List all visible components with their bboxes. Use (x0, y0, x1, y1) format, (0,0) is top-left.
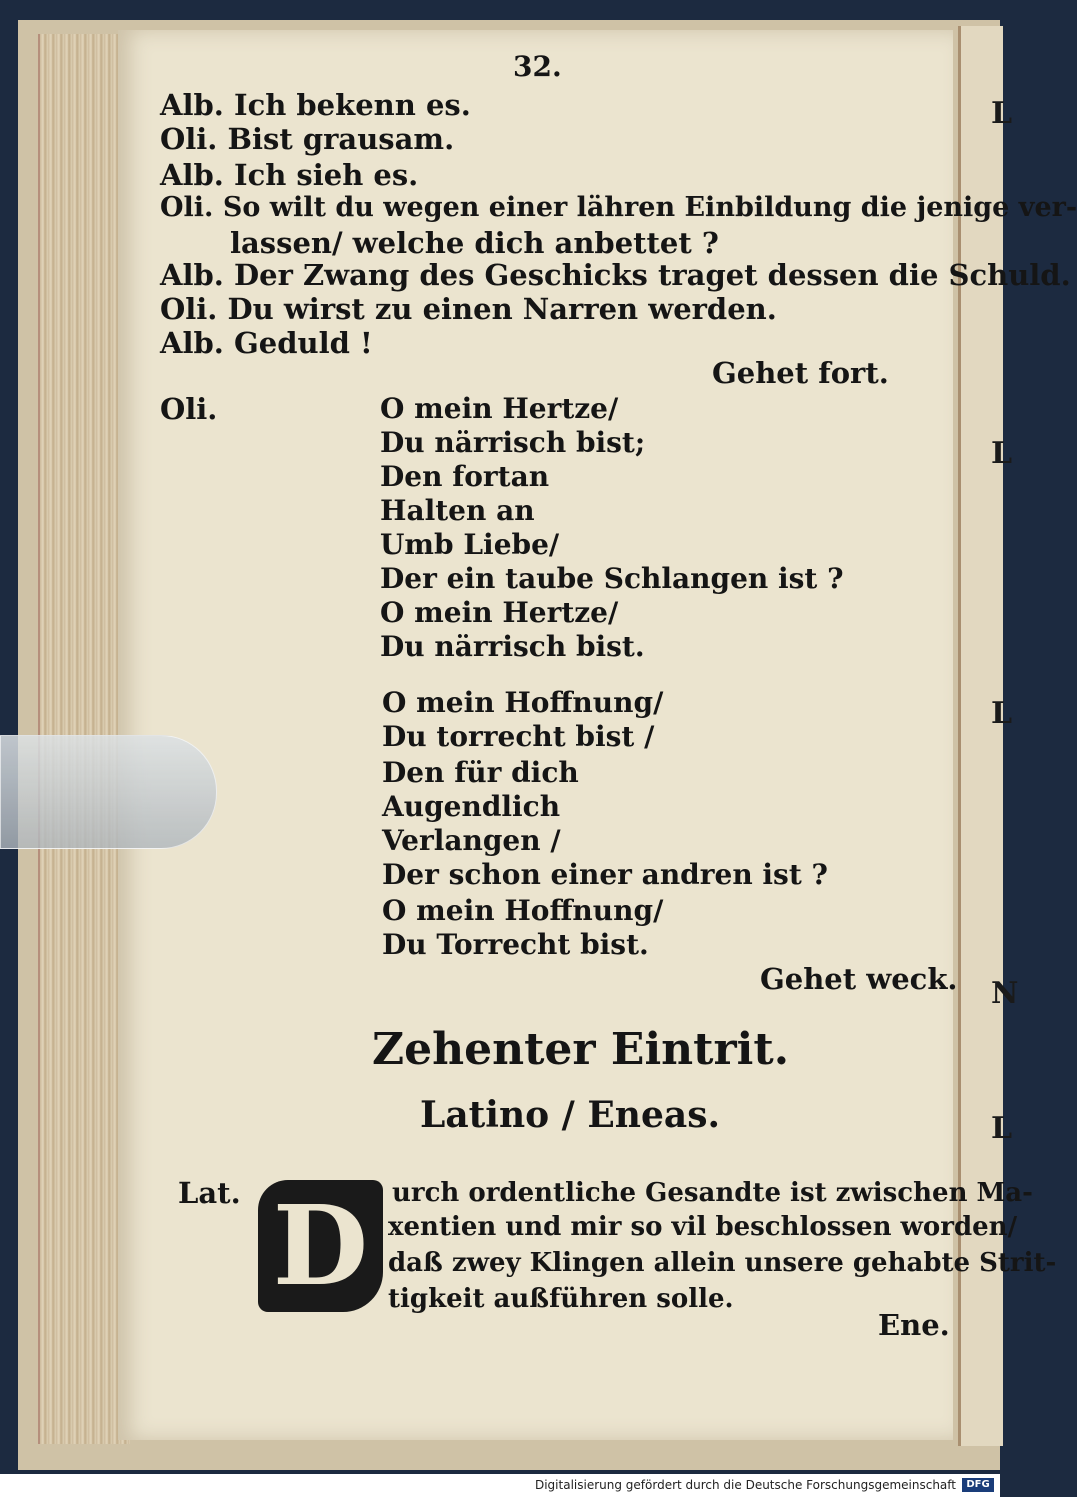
footer-text: Digitalisierung gefördert durch die Deutsche Forschungsgemeinschaft (534, 1478, 956, 1492)
right-page-fragment: L (991, 96, 1013, 131)
verse-line: Der schon einer andren ist ? (382, 858, 828, 891)
dialogue-line: Ich bekenn es. (234, 88, 471, 122)
prose-line: urch ordentliche Gesandte ist zwischen Ma- (392, 1178, 1033, 1208)
right-page-fragment: L (991, 696, 1013, 731)
prose-line: xentien und mir so vil beschlossen worden/ (388, 1212, 1018, 1242)
page-number: 32. (513, 50, 562, 83)
stage-direction: Gehet fort. (712, 356, 889, 390)
right-page-fragment: L (991, 1111, 1013, 1146)
verse-line: Den für dich (382, 756, 579, 789)
dialogue-line: Ich sieh es. (234, 158, 419, 192)
verse-line: Umb Liebe/ (380, 528, 560, 561)
verse-line: Du närrisch bist; (380, 426, 646, 459)
scene-heading: Zehenter Eintrit. (372, 1024, 790, 1075)
speaker: Alb. (160, 326, 224, 360)
verse-line: Du närrisch bist. (380, 630, 645, 663)
prose-line: daß zwey Klingen allein unsere gehabte Strit- (388, 1248, 1057, 1278)
speaker: Oli. (160, 122, 218, 156)
verse-line: Verlangen / (382, 824, 561, 857)
verse-line: Du torrecht bist / (382, 720, 655, 753)
right-page-fragment: N (991, 976, 1019, 1011)
footer-bar (0, 1474, 1000, 1497)
speaker: Alb. (160, 88, 224, 122)
scene-characters: Latino / Eneas. (420, 1094, 720, 1136)
verse-line: O mein Hertze/ (380, 392, 619, 425)
speaker: Alb. (160, 158, 224, 192)
page-clip (0, 735, 217, 849)
verse-line: O mein Hoffnung/ (382, 894, 664, 927)
speaker: Lat. (178, 1176, 241, 1210)
speaker: Oli. (160, 392, 218, 426)
verse-line: Augendlich (382, 790, 561, 823)
dfg-logo: DFG (962, 1478, 994, 1492)
dialogue-line: Geduld ! (234, 326, 373, 360)
verse-line: O mein Hoffnung/ (382, 686, 664, 719)
verse-line: Den fortan (380, 460, 550, 493)
decorated-initial-letter: D (258, 1180, 383, 1312)
verse-line: Der ein taube Schlangen ist ? (380, 562, 844, 595)
catchword: Ene. (878, 1308, 950, 1342)
speaker: Alb. (160, 258, 224, 292)
verse-line: O mein Hertze/ (380, 596, 619, 629)
stage-direction: Gehet weck. (760, 962, 958, 996)
prose-line: tigkeit außführen solle. (388, 1284, 734, 1314)
dialogue-line: Der Zwang des Geschicks traget dessen die Schuld. (234, 258, 1071, 292)
dialogue-line: So wilt du wegen einer lähren Einbildung die jenige ver- (222, 192, 1077, 223)
dialogue-line: Du wirst zu einen Narren werden. (227, 292, 777, 326)
right-page-fragment: L (991, 436, 1013, 471)
dialogue-line: lassen/ welche dich anbettet ? (230, 226, 719, 260)
verse-line: Halten an (380, 494, 535, 527)
dialogue-line: Bist grausam. (227, 122, 455, 156)
speaker: Oli. (160, 292, 218, 326)
verse-line: Du Torrecht bist. (382, 928, 649, 961)
speaker: Oli. (160, 192, 214, 223)
